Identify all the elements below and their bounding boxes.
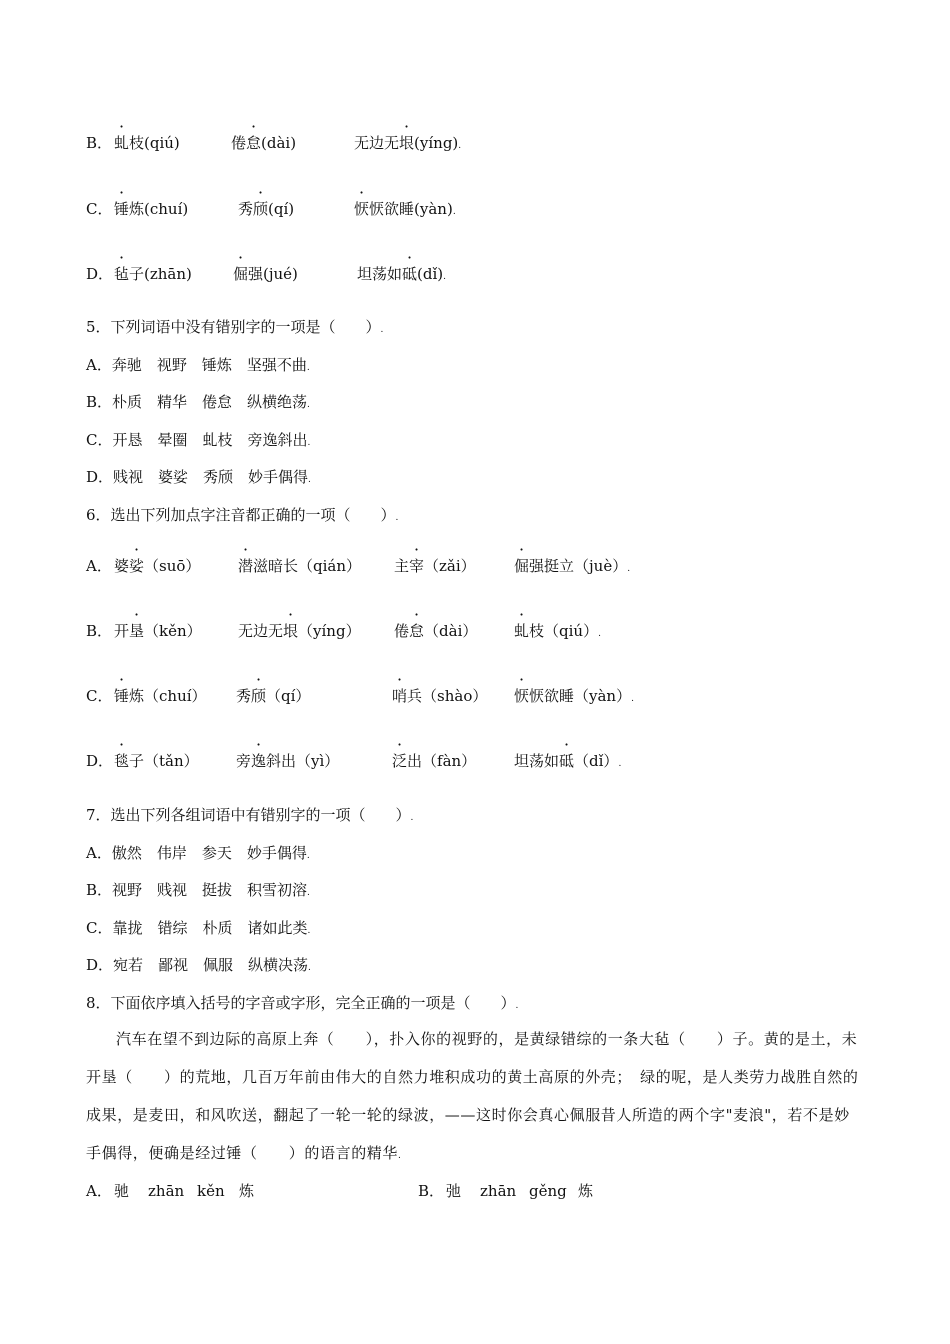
q4b-item3: 无边无垠(yíng). (354, 134, 462, 152)
q6a-item1: 婆娑（suō） (114, 557, 201, 575)
q4d-item3: 坦荡如砥(dǐ). (357, 265, 447, 283)
q4c-item2: 秀颀(qí) (238, 200, 295, 218)
q6b-item3: 倦怠（dài） (394, 622, 478, 640)
q4b-item1: 虬枝(qiú) (114, 134, 180, 152)
q5-option-b: B．朴质 精华 倦怠 纵横绝荡. (86, 393, 310, 411)
q7-option-b: B．视野 贱视 挺拔 积雪初溶. (86, 881, 310, 899)
q5-stem: 5．下列词语中没有错别字的一项是（ ）. (86, 318, 384, 336)
q6b-item2: 无边无垠（yíng） (238, 622, 361, 640)
q7-option-c: C．靠拢 错综 朴质 诸如此类. (86, 919, 311, 937)
q7-stem: 7．选出下列各组词语中有错别字的一项（ ）. (86, 806, 414, 824)
q8-stem: 8．下面依序填入括号的字音或字形，完全正确的一项是（ ）. (86, 994, 519, 1012)
q4d-item2: 倔强(jué) (233, 265, 298, 283)
q6d-item2: 旁逸斜出（yì） (236, 752, 340, 770)
q6a-item3: 主宰（zǎi） (394, 557, 476, 575)
q7-option-d: D．宛若 鄙视 佩服 纵横决荡. (86, 956, 311, 974)
q6d-item1: 毯子（tǎn） (114, 752, 199, 770)
q6d-item3: 泛出（fàn） (392, 752, 477, 770)
q6c-item2: 秀颀（qí） (236, 687, 311, 705)
q4b-item2: 倦怠(dài) (231, 134, 297, 152)
q5-option-c: C．开恳 晕圈 虬枝 旁逸斜出. (86, 431, 311, 449)
q6a-item4: 倔强挺立（juè）. (514, 557, 631, 575)
q8-passage: 汽车在望不到边际的高原上奔（ ），扑入你的视野的，是黄绿错综的一条大毡（ ）子。黄的是土，未开垦（ ）的荒地，几百万年前由伟大的自然力堆积成功的黄土高原的外壳； 绿的呢，是人类劳力战胜自然的成果，是麦田，和风吹送，翻起了一轮一轮的绿波，——这时你会真心佩服昔人所造的两个字"麦浪"，若不是妙手偶得，便确是经过锤（ ）的语言的精华. (86, 1030, 859, 1162)
q7-option-a: A．傲然 伟岸 参天 妙手偶得. (86, 844, 310, 862)
q4c-item1: 锤炼(chuí) (114, 200, 189, 218)
q5-option-a: A．奔驰 视野 锤炼 坚强不曲. (86, 356, 310, 374)
q6c-item4: 恹恹欲睡（yàn）. (514, 687, 634, 705)
q6a-item2: 潜滋暗长（qián） (238, 557, 362, 575)
q5-option-d: D．贱视 婆娑 秀颀 妙手偶得. (86, 468, 311, 486)
q6c-item3: 哨兵（shào） (392, 687, 488, 705)
q6b-item4: 虬枝（qiú）. (514, 622, 601, 640)
q4c-item3: 恹恹欲睡(yàn). (354, 200, 456, 218)
q6d-item4: 坦荡如砥（dǐ）. (514, 752, 622, 770)
q6c-item1: 锤炼（chuí） (114, 687, 207, 705)
q4d-item1: 毡子(zhān) (114, 265, 192, 283)
q6-stem: 6．选出下列加点字注音都正确的一项（ ）. (86, 506, 399, 524)
q6b-item1: 开垦（kěn） (114, 622, 202, 640)
